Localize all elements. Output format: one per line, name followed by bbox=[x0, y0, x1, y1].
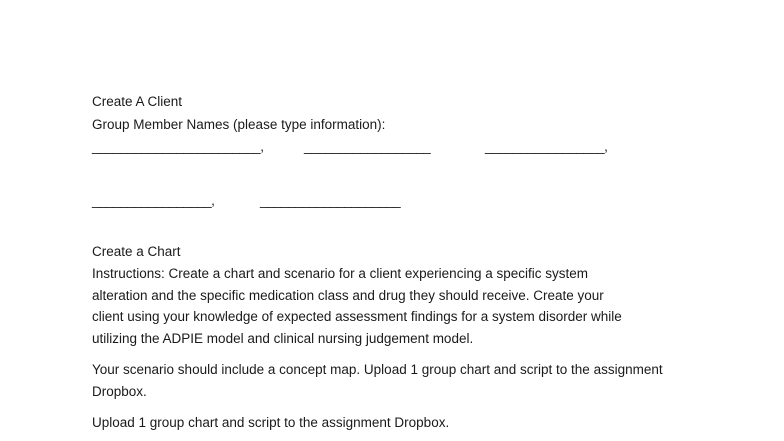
instructions-line-2: alteration and the specific medication class and drug they should receive. Create your bbox=[92, 288, 604, 303]
scenario-line-1: Your scenario should include a concept map. Upload 1 group chart and script to the assignment bbox=[92, 362, 663, 377]
instructions-line-1: Instructions: Create a chart and scenario for a client experiencing a specific system bbox=[92, 266, 588, 281]
name-blank-3: _________________, bbox=[485, 139, 608, 154]
instructions-line-4: utilizing the ADPIE model and clinical nursing judgement model. bbox=[92, 331, 474, 346]
section-heading-create-client: Create A Client bbox=[92, 94, 183, 109]
name-blank-1: ________________________, bbox=[92, 139, 264, 154]
scenario-line-2: Dropbox. bbox=[92, 384, 147, 399]
name-blank-2: __________________ bbox=[304, 139, 431, 154]
name-blank-4: _________________, bbox=[92, 193, 215, 208]
name-blank-5: ____________________ bbox=[260, 193, 401, 208]
section-heading-create-chart: Create a Chart bbox=[92, 244, 181, 259]
instructions-line-3: client using your knowledge of expected assessment findings for a system disorder while bbox=[92, 309, 622, 324]
upload-note: Upload 1 group chart and script to the assignment Dropbox. bbox=[92, 415, 450, 430]
group-members-label: Group Member Names (please type information): bbox=[92, 117, 386, 132]
